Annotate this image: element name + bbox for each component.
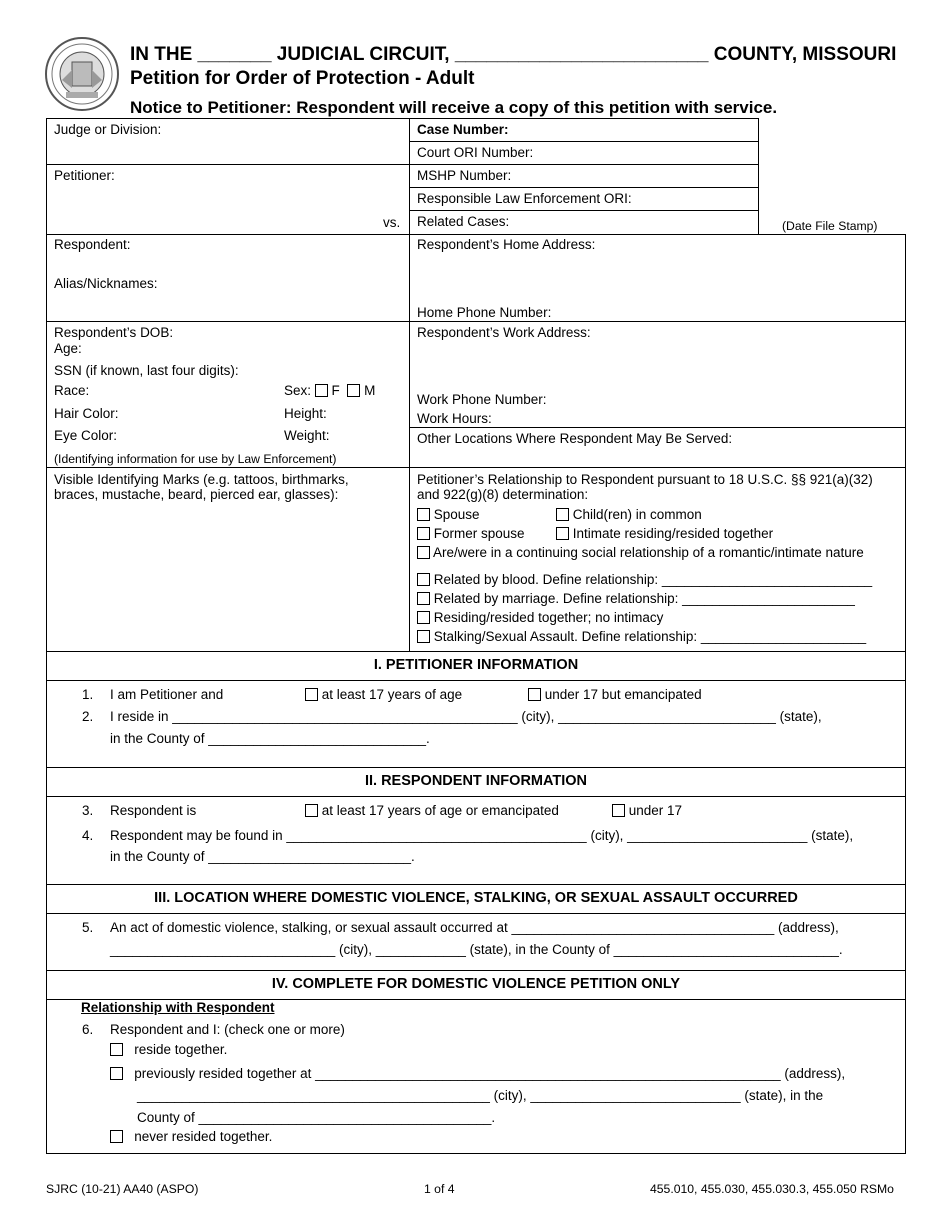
court-ori-label: Court ORI Number: [417, 145, 534, 160]
form-id: SJRC (10-21) AA40 (ASPO) [46, 1182, 199, 1196]
ssn-label: SSN (if known, last four digits): [54, 363, 239, 378]
work-hours-label: Work Hours: [417, 411, 492, 426]
item-1-text: I am Petitioner and [110, 687, 224, 702]
rel-former-spouse[interactable] [417, 526, 525, 541]
section-2-title: II. RESPONDENT INFORMATION [364, 773, 588, 789]
case-number-label: Case Number: [417, 122, 509, 137]
item-1-number: 1. [82, 687, 94, 702]
height-label: Height: [284, 406, 327, 421]
romantic-label: Are/were in a continuing social relationship of a romantic/intimate nature [433, 545, 864, 560]
children-label: Child(ren) in common [572, 507, 702, 522]
never-label: never resided together. [134, 1129, 273, 1144]
file-stamp-label: (Date File Stamp) [782, 219, 878, 233]
race-label: Race: [54, 383, 90, 398]
work-address-label: Respondent’s Work Address: [417, 325, 591, 340]
sex-f-label: F [331, 383, 340, 398]
work-phone-label: Work Phone Number: [417, 392, 547, 407]
item-5-number: 5. [82, 920, 94, 935]
petitioner-label: Petitioner: [54, 168, 115, 183]
sex-label: Sex: [284, 383, 312, 398]
section-3-title: III. LOCATION WHERE DOMESTIC VIOLENCE, STALKING, OR SEXUAL ASSAULT OCCURRED [154, 890, 798, 906]
sex-m-label: M [364, 383, 376, 398]
rel-residing[interactable] [417, 610, 663, 625]
rel-blood[interactable] [417, 572, 872, 587]
responsible-ori-label: Responsible Law Enforcement ORI: [417, 191, 632, 206]
at-least-17-checkbox[interactable] [305, 688, 318, 701]
under-17-checkbox[interactable] [612, 804, 625, 817]
dob-label: Respondent’s DOB: [54, 325, 174, 340]
section-1-title: I. PETITIONER INFORMATION [373, 657, 579, 673]
never-checkbox[interactable] [110, 1130, 123, 1143]
reside-label: reside together. [134, 1042, 228, 1057]
related-cases-label: Related Cases: [417, 214, 510, 229]
resp-17-checkbox[interactable] [305, 804, 318, 817]
at-least-17-label: at least 17 years of age [321, 687, 463, 702]
marks-label-1: Visible Identifying Marks (e.g. tattoos, birthmarks, [54, 472, 349, 487]
respondent-label: Respondent: [54, 237, 131, 252]
stalking-label: Stalking/Sexual Assault. Define relationship: ______________________ [433, 629, 867, 644]
state-seal-icon [44, 36, 120, 112]
item-5-text: An act of domestic violence, stalking, or sexual assault occurred at ___________________________________ (address), [110, 920, 839, 935]
section-4-title: IV. COMPLETE FOR DOMESTIC VIOLENCE PETITION ONLY [271, 976, 681, 992]
relationship-subhead: Relationship with Respondent [81, 1000, 275, 1015]
item-4-text: Respondent may be found in ________________________________________ (city), ________________________ (state), [110, 828, 854, 843]
former-spouse-checkbox[interactable] [417, 527, 430, 540]
item-6-number: 6. [82, 1022, 94, 1037]
relationship-intro-1: Petitioner’s Relationship to Respondent pursuant to 18 U.S.C. §§ 921(a)(32) [417, 472, 873, 487]
mshp-label: MSHP Number: [417, 168, 512, 183]
opt-at-least-17[interactable] [305, 687, 462, 702]
stalking-checkbox[interactable] [417, 630, 430, 643]
relationship-intro-2: and 922(g)(8) determination: [417, 487, 589, 502]
sex-field [284, 383, 375, 398]
judge-label: Judge or Division: [54, 122, 162, 137]
residing-checkbox[interactable] [417, 611, 430, 624]
item-6-text: Respondent and I: (check one or more) [110, 1022, 345, 1037]
former-spouse-label: Former spouse [433, 526, 525, 541]
opt-reside[interactable] [110, 1042, 227, 1057]
opt-previously[interactable] [110, 1066, 845, 1081]
sex-m-checkbox[interactable] [347, 384, 360, 397]
home-address-label: Respondent’s Home Address: [417, 237, 596, 252]
statutes: 455.010, 455.030, 455.030.3, 455.050 RSMo [650, 1182, 894, 1196]
romantic-checkbox[interactable] [417, 546, 430, 559]
rel-stalking[interactable] [417, 629, 866, 644]
alias-label: Alias/Nicknames: [54, 276, 158, 291]
hair-label: Hair Color: [54, 406, 119, 421]
resp-17-label: at least 17 years of age or emancipated [321, 803, 559, 818]
item-4-number: 4. [82, 828, 94, 843]
marks-label-2: braces, mustache, beard, pierced ear, glasses): [54, 487, 339, 502]
notice: Notice to Petitioner: Respondent will receive a copy of this petition with service. [130, 98, 778, 117]
rel-intimate[interactable] [556, 526, 773, 541]
eye-label: Eye Color: [54, 428, 118, 443]
previously-label: previously resided together at ______________________________________________________________ (address), [134, 1066, 846, 1081]
opt-under-17[interactable] [612, 803, 682, 818]
sex-f-checkbox[interactable] [315, 384, 328, 397]
blood-checkbox[interactable] [417, 573, 430, 586]
children-checkbox[interactable] [556, 508, 569, 521]
rel-marriage[interactable] [417, 591, 855, 606]
age-label: Age: [54, 341, 82, 356]
blood-label: Related by blood. Define relationship: ____________________________ [433, 572, 873, 587]
marriage-checkbox[interactable] [417, 592, 430, 605]
vs-label: vs. [383, 215, 401, 230]
emancipated-checkbox[interactable] [528, 688, 541, 701]
item-3-number: 3. [82, 803, 94, 818]
item-2-county: in the County of _____________________________. [110, 731, 430, 746]
id-info-note: (Identifying information for use by Law Enforcement) [54, 452, 337, 466]
residing-label: Residing/resided together; no intimacy [433, 610, 664, 625]
weight-label: Weight: [284, 428, 330, 443]
opt-17-or-emancipated[interactable] [305, 803, 559, 818]
item-2-text: I reside in ______________________________________________ (city), _____________________________ (state), [110, 709, 822, 724]
intimate-label: Intimate residing/resided together [572, 526, 774, 541]
opt-never[interactable] [110, 1129, 272, 1144]
under-17-label: under 17 [628, 803, 683, 818]
marriage-label: Related by marriage. Define relationship: _______________________ [433, 591, 855, 606]
rel-romantic[interactable] [417, 545, 864, 560]
page-title: Petition for Order of Protection - Adult [130, 68, 475, 89]
opt-emancipated[interactable] [528, 687, 702, 702]
home-phone-label: Home Phone Number: [417, 305, 552, 320]
spouse-checkbox[interactable] [417, 508, 430, 521]
item-3-text: Respondent is [110, 803, 197, 818]
intimate-checkbox[interactable] [556, 527, 569, 540]
item-2-number: 2. [82, 709, 94, 724]
page-number: 1 of 4 [424, 1182, 455, 1196]
item-5-city-line: ______________________________ (city), ____________ (state), in the County of ______________________________. [110, 942, 843, 957]
reside-checkbox[interactable] [110, 1043, 123, 1056]
circuit-line: IN THE _______ JUDICIAL CIRCUIT, ________________________ COUNTY, MISSOURI [130, 44, 897, 65]
previously-county-line: County of _______________________________________. [137, 1110, 496, 1125]
spouse-label: Spouse [433, 507, 480, 522]
rel-children[interactable] [556, 507, 702, 522]
previously-city-line: _______________________________________________ (city), ____________________________ (state), in the [137, 1088, 824, 1103]
previously-checkbox[interactable] [110, 1067, 123, 1080]
rel-spouse[interactable] [417, 507, 480, 522]
other-locations-label: Other Locations Where Respondent May Be Served: [417, 431, 733, 446]
emancipated-label: under 17 but emancipated [544, 687, 702, 702]
item-4-county: in the County of ___________________________. [110, 849, 415, 864]
